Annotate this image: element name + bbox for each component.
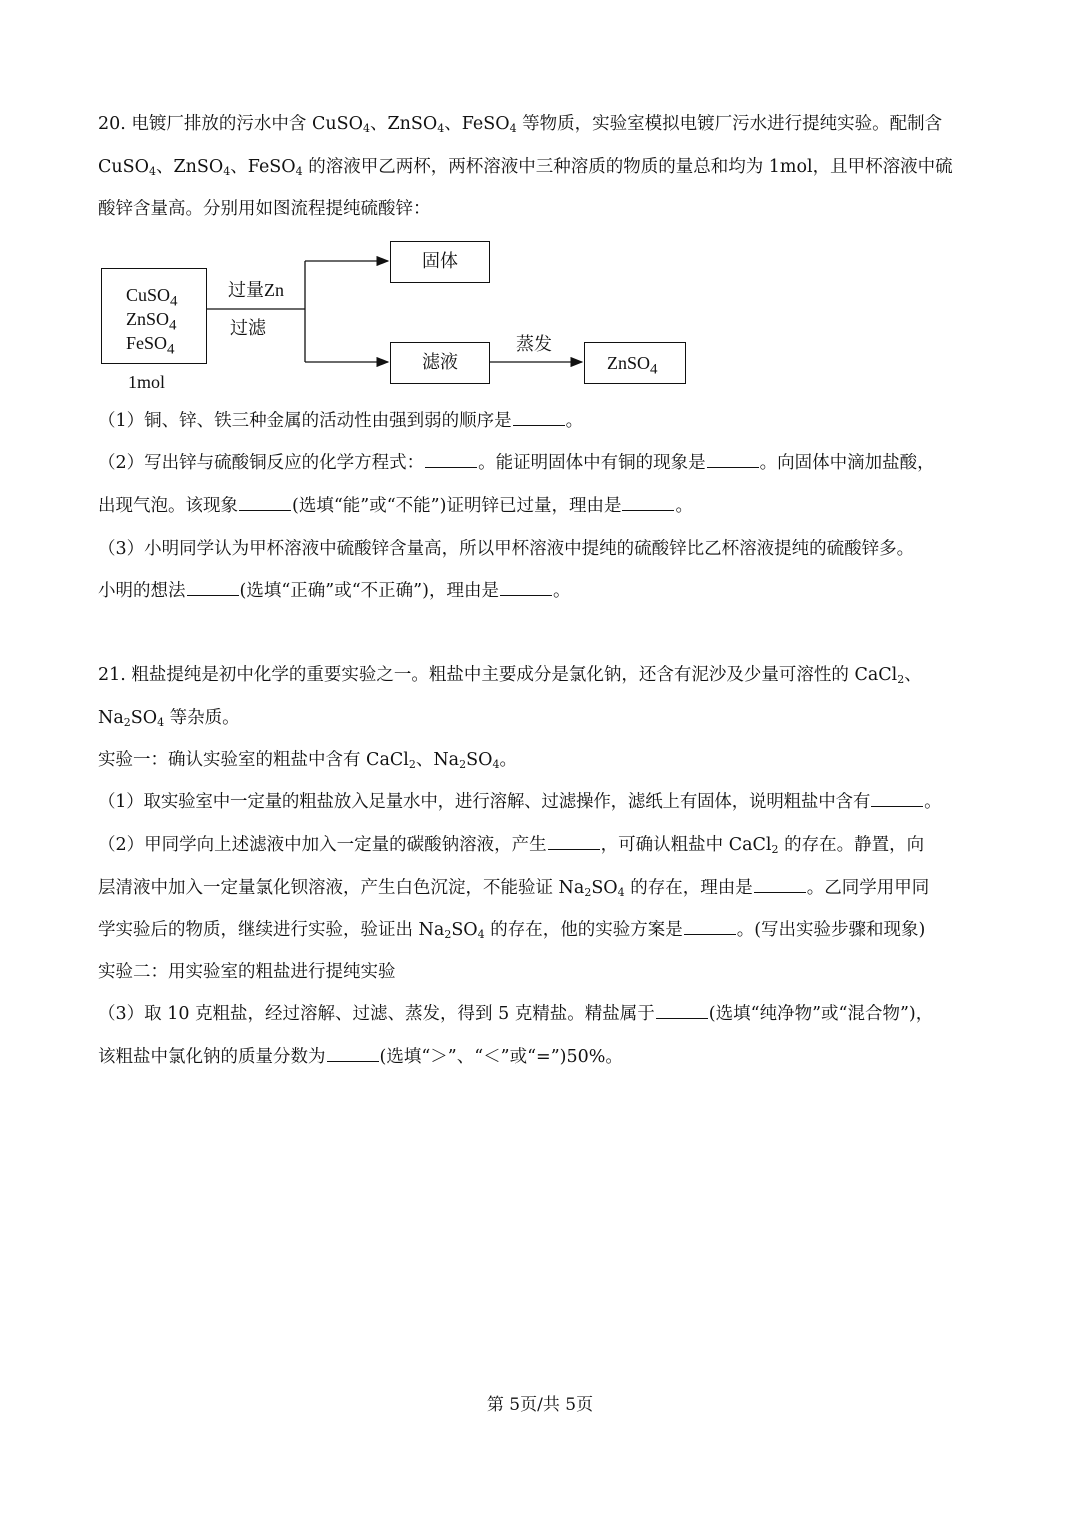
q20-part-1: （1）铜、锌、铁三种金属的活动性由强到弱的顺序是 。 bbox=[98, 411, 584, 431]
evaporate-label: 蒸发 bbox=[516, 334, 552, 354]
operation-label: 过滤 bbox=[230, 318, 266, 338]
product-box bbox=[584, 342, 686, 384]
process-flow-diagram bbox=[98, 238, 698, 398]
answer-blank[interactable] bbox=[327, 1047, 379, 1062]
q21-experiment-1: 实验一：确认实验室的粗盐中含有 CaCl$_2$、$Na_2SO_4$。 bbox=[98, 750, 517, 771]
q20-part-3-line-2: 小明的想法 (选填“正确”或“不正确”)，理由是 。 bbox=[98, 581, 571, 601]
answer-blank[interactable] bbox=[684, 920, 736, 935]
product-znso4: ZnSO$_4$ bbox=[607, 353, 658, 378]
q20-part-3-line-1: （3）小明同学认为甲杯溶液中硫酸锌含量高，所以甲杯溶液中提纯的硫酸锌比乙杯溶液提纯的硫酸锌多。 bbox=[98, 539, 915, 559]
q20-line-2: CuSO$_4$、ZnSO$_4$、FeSO$_4$ 的溶液甲乙两杯，两杯溶液中三种溶质的物质的量总和均为 1mol，且甲杯溶液中硫 bbox=[98, 157, 953, 178]
filtrate-box: 滤液 bbox=[390, 342, 490, 384]
answer-blank[interactable] bbox=[513, 411, 565, 426]
q20-line-3: 酸锌含量高。分别用如图流程提纯硫酸锌： bbox=[98, 199, 431, 219]
answer-blank[interactable] bbox=[754, 878, 806, 893]
q21-part-2-line-3: 学实验后的物质，继续进行实验，验证出 $Na_2SO_4$ 的存在，他的实验方案是 。(写出实验步骤和现象) bbox=[98, 920, 926, 941]
input-feso4: FeSO$_4$ bbox=[126, 333, 175, 358]
q21-part-2-line-2: 层清液中加入一定量氯化钡溶液，产生白色沉淀，不能验证 $Na_2SO_4$ 的存在，理由是 。乙同学用甲同 bbox=[98, 878, 930, 899]
answer-blank[interactable] bbox=[187, 581, 239, 596]
answer-blank[interactable] bbox=[425, 453, 477, 468]
answer-blank[interactable] bbox=[707, 453, 759, 468]
q21-part-3-line-2: 该粗盐中氯化钠的质量分数为 (选填“＞”、“＜”或“=”)50%。 bbox=[98, 1047, 623, 1067]
q21-part-3-line-1: （3）取 10 克粗盐，经过溶解、过滤、蒸发，得到 5 克精盐。精盐属于 (选填“纯净物”或“混合物”)， bbox=[98, 1004, 934, 1024]
q21-experiment-2: 实验二：用实验室的粗盐进行提纯实验 bbox=[98, 962, 396, 982]
answer-blank[interactable] bbox=[500, 581, 552, 596]
q21-part-1: （1）取实验室中一定量的粗盐放入足量水中，进行溶解、过滤操作，滤纸上有固体，说明粗盐中含有 。 bbox=[98, 792, 942, 812]
q21-line-1: 21. 粗盐提纯是初中化学的重要实验之一。粗盐中主要成分是氯化钠，还含有泥沙及少量可溶性的 CaCl$_2$、 bbox=[98, 665, 922, 686]
input-amount: 1mol bbox=[128, 372, 166, 392]
page-footer: 第 5页/共 5页 bbox=[486, 1395, 594, 1415]
solid-box: 固体 bbox=[390, 241, 490, 283]
reagent-label: 过量Zn bbox=[228, 280, 284, 300]
answer-blank[interactable] bbox=[239, 496, 291, 511]
answer-blank[interactable] bbox=[548, 835, 600, 850]
q21-part-2-line-1: （2）甲同学向上述滤液中加入一定量的碳酸钠溶液，产生 ，可确认粗盐中 CaCl$_2$ 的存在。静置，向 bbox=[98, 835, 925, 856]
answer-blank[interactable] bbox=[656, 1004, 708, 1019]
answer-blank[interactable] bbox=[871, 792, 923, 807]
input-cuso4: CuSO$_4$ bbox=[126, 285, 178, 310]
input-znso4: ZnSO$_4$ bbox=[126, 309, 177, 334]
q20-part-2-line-2: 出现气泡。该现象 (选填“能”或“不能”)证明锌已过量，理由是 。 bbox=[98, 496, 693, 516]
q21-line-2: $Na_2SO_4$ 等杂质。 bbox=[98, 708, 240, 729]
answer-blank[interactable] bbox=[622, 496, 674, 511]
q20-line-1: 20. 电镀厂排放的污水中含 CuSO$_4$、ZnSO$_4$、FeSO$_4$ 等物质，实验室模拟电镀厂污水进行提纯实验。配制含 bbox=[98, 114, 943, 135]
q20-part-2-line-1: （2）写出锌与硫酸铜反应的化学方程式： 。能证明固体中有铜的现象是 。向固体中滴加盐酸， bbox=[98, 453, 935, 473]
